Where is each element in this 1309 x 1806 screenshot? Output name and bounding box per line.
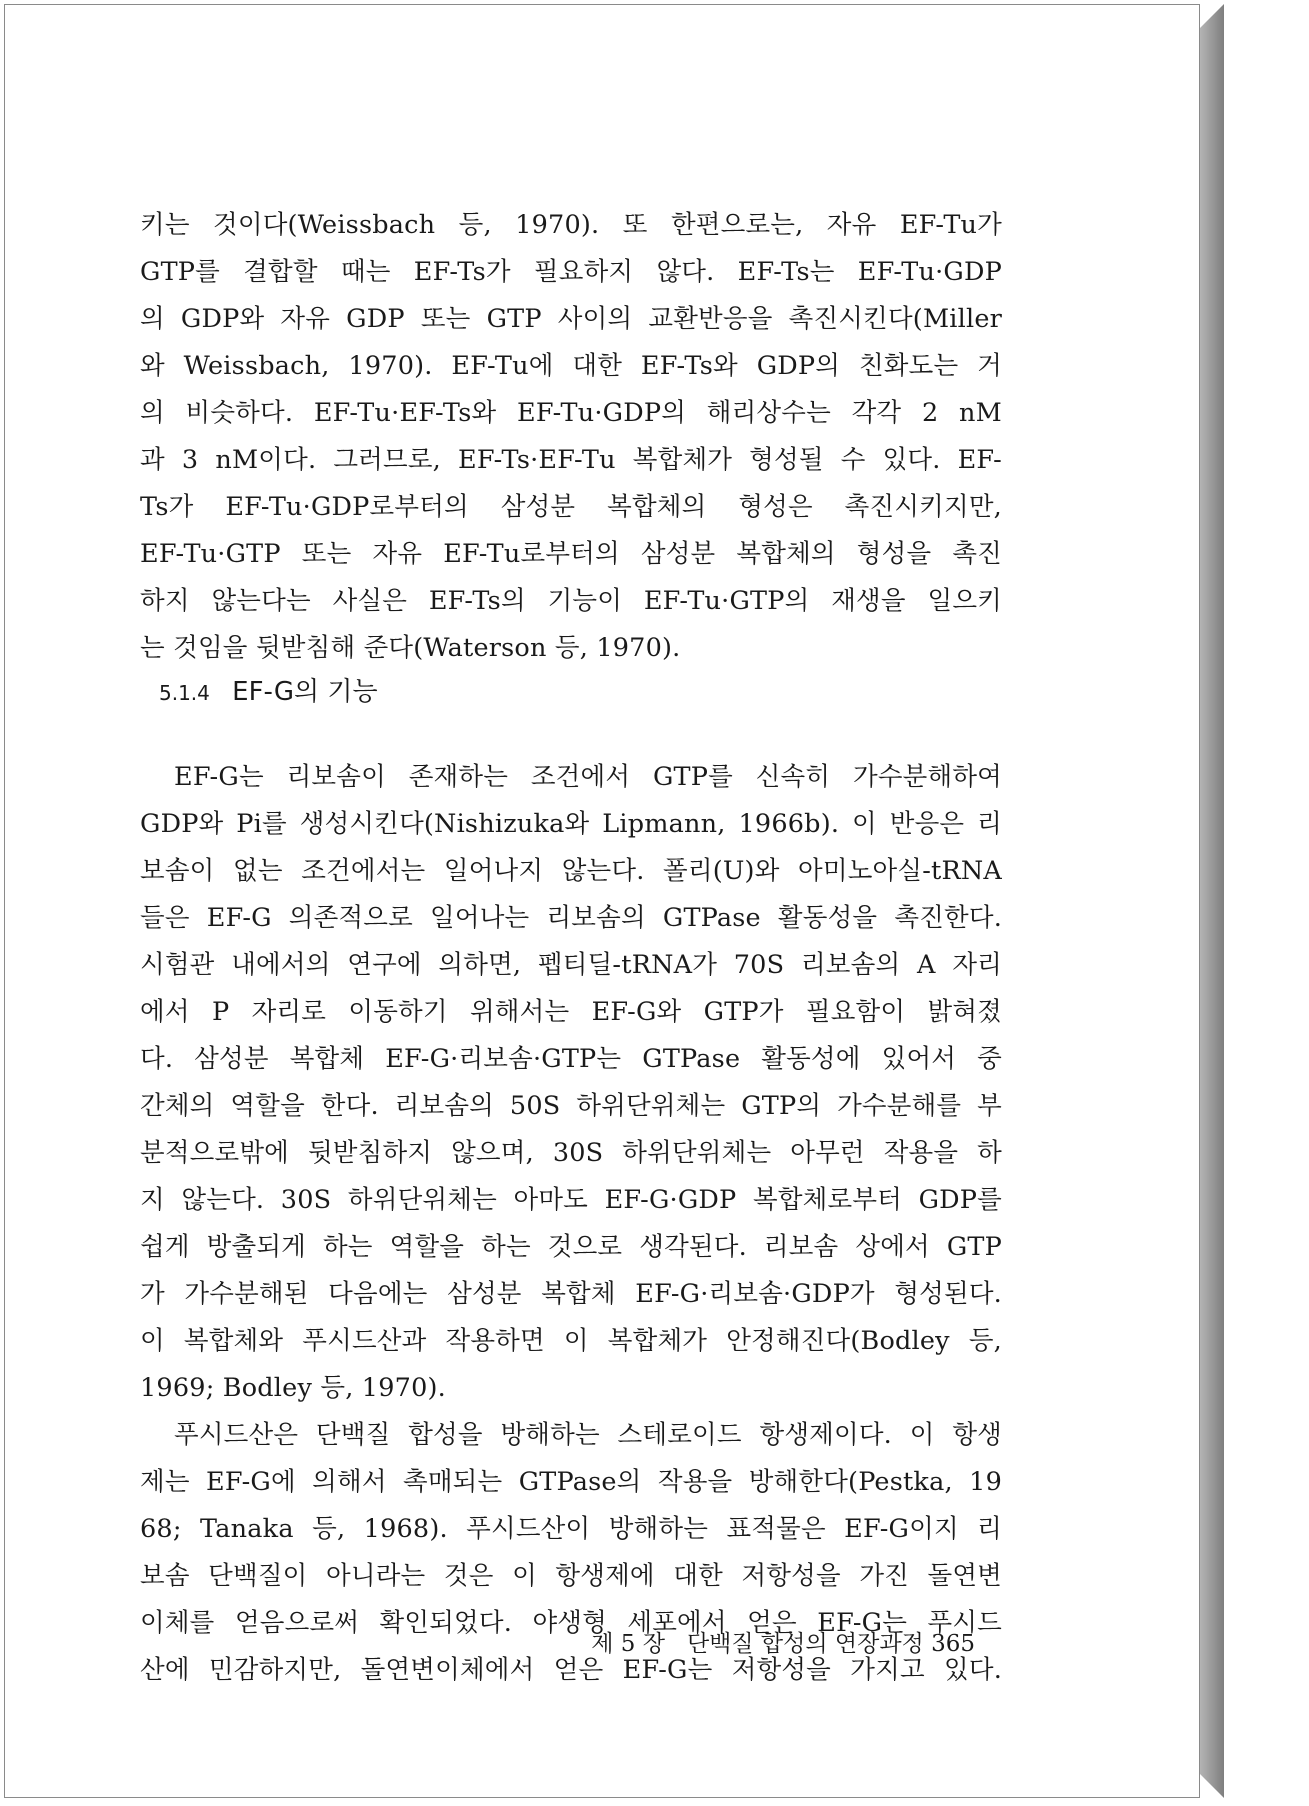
footer-title: 단백질 합성의 연장과정 xyxy=(686,1631,924,1657)
page-number: 365 xyxy=(931,1631,975,1657)
text-line: 다. 삼성분 복합체 EF-G·리보솜·GTP는 GTPase 활동성에 있어서 중 xyxy=(140,1044,1002,1074)
text-line: EF-G는 리보솜이 존재하는 조건에서 GTP를 신속히 가수분해하여 xyxy=(174,762,1002,792)
text-line: 68; Tanaka 등, 1968). 푸시드산이 방해하는 표적물은 EF-G이지 리 xyxy=(140,1514,1002,1544)
text-line: 쉽게 방출되게 하는 역할을 하는 것으로 생각된다. 리보솜 상에서 GTP xyxy=(140,1232,1002,1262)
text-line: 보솜이 없는 조건에서는 일어나지 않는다. 폴리(U)와 아미노아실-tRNA xyxy=(140,856,1002,886)
text-line: 분적으로밖에 뒷받침하지 않으며, 30S 하위단위체는 아무런 작용을 하 xyxy=(140,1138,1002,1168)
section-title: EF-G의 기능 xyxy=(232,677,378,707)
footer-chapter: 제 5 장 xyxy=(591,1631,665,1657)
text-line: 지 않는다. 30S 하위단위체는 아마도 EF-G·GDP 복합체로부터 GDP를 xyxy=(140,1185,1002,1215)
text-line: 보솜 단백질이 아니라는 것은 이 항생제에 대한 저항성을 가진 돌연변 xyxy=(140,1561,1002,1591)
text-line: 의 GDP와 자유 GDP 또는 GTP 사이의 교환반응을 촉진시킨다(Miller xyxy=(140,304,1002,334)
text-line: Ts가 EF-Tu·GDP로부터의 삼성분 복합체의 형성은 촉진시키지만, xyxy=(140,492,1002,522)
text-line: 1969; Bodley 등, 1970). xyxy=(140,1373,446,1403)
page-edge-corner-bottom xyxy=(1200,1774,1224,1798)
paragraph-ef-ts-function xyxy=(140,202,1002,672)
text-line: 푸시드산은 단백질 합성을 방해하는 스테로이드 항생제이다. 이 항생 xyxy=(174,1420,1002,1450)
running-footer xyxy=(575,1625,975,1658)
text-line: 이체를 얻음으로써 확인되었다. 야생형 세포에서 얻은 EF-G는 푸시드 xyxy=(140,1608,1002,1638)
text-line: 는 것임을 뒷받침해 준다(Waterson 등, 1970). xyxy=(140,633,681,663)
text-line: GTP를 결합할 때는 EF-Ts가 필요하지 않다. EF-Ts는 EF-Tu·GDP xyxy=(140,257,1002,287)
section-number: 5.1.4 xyxy=(159,681,210,705)
text-line: GDP와 Pi를 생성시킨다(Nishizuka와 Lipmann, 1966b). 이 반응은 리 xyxy=(140,809,1002,839)
text-line: 산에 민감하지만, 돌연변이체에서 얻은 EF-G는 저항성을 가지고 있다. xyxy=(140,1655,1002,1685)
page-edge-shadow xyxy=(1200,4,1224,1798)
text-line: 에서 P 자리로 이동하기 위해서는 EF-G와 GTP가 필요함이 밝혀졌 xyxy=(140,997,1002,1027)
text-line: 의 비슷하다. EF-Tu·EF-Ts와 EF-Tu·GDP의 해리상수는 각각 2 nM xyxy=(140,398,1002,428)
text-line: 와 Weissbach, 1970). EF-Tu에 대한 EF-Ts와 GDP의 친화도는 거 xyxy=(140,351,1002,381)
book-page xyxy=(4,4,1200,1798)
text-line: 키는 것이다(Weissbach 등, 1970). 또 한편으로는, 자유 EF-Tu가 xyxy=(140,210,1002,240)
text-line: 들은 EF-G 의존적으로 일어나는 리보솜의 GTPase 활동성을 촉진한다. xyxy=(140,903,1002,933)
text-line: 이 복합체와 푸시드산과 작용하면 이 복합체가 안정해진다(Bodley 등, xyxy=(140,1326,1002,1356)
text-line: 제는 EF-G에 의해서 촉매되는 GTPase의 작용을 방해한다(Pestka, 19 xyxy=(140,1467,1002,1497)
text-line: 하지 않는다는 사실은 EF-Ts의 기능이 EF-Tu·GTP의 재생을 일으키 xyxy=(140,586,1002,616)
text-line: 가 가수분해된 다음에는 삼성분 복합체 EF-G·리보솜·GDP가 형성된다. xyxy=(140,1279,1002,1309)
text-line: 간체의 역할을 한다. 리보솜의 50S 하위단위체는 GTP의 가수분해를 부 xyxy=(140,1091,1002,1121)
section-heading xyxy=(159,671,378,708)
page-edge-corner-top xyxy=(1200,4,1224,28)
text-line: 시험관 내에서의 연구에 의하면, 펩티딜-tRNA가 70S 리보솜의 A 자리 xyxy=(140,950,1002,980)
text-line: EF-Tu·GTP 또는 자유 EF-Tu로부터의 삼성분 복합체의 형성을 촉진 xyxy=(140,539,1002,569)
paragraph-ef-g-function xyxy=(140,754,1002,1694)
text-line: 과 3 nM이다. 그러므로, EF-Ts·EF-Tu 복합체가 형성될 수 있다. EF- xyxy=(140,445,1002,475)
